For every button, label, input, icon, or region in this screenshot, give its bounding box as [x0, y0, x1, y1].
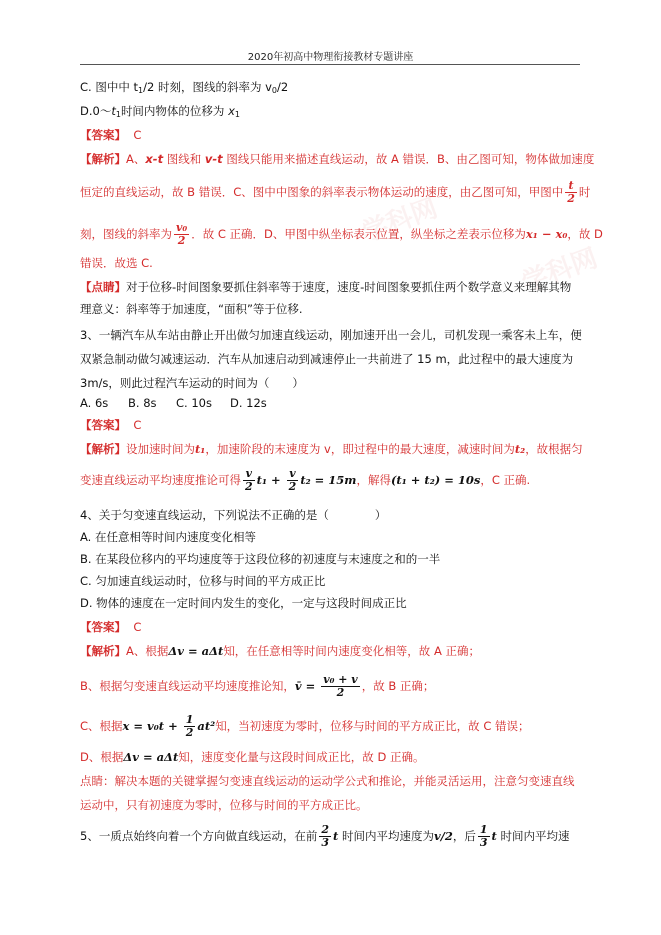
- question-4-line: 4、关于匀变速直线运动，下列说法不正确的是（ ）: [80, 508, 387, 522]
- page-header: 2020年初高中物理衔接教材专题讲座: [247, 52, 414, 63]
- analysis-4-line-c: C、根据x = v₀t + $\frac{1}{2}$ at²知，当初速度为零时，位移与时间的平方成正比，故 C 错误；: [80, 713, 530, 739]
- question-5-line: 5、一质点始终向着一个方向做直线运动，在前 $\frac{2}{3}$ t 时间内平均速度为v/2，后 $\frac{1}{3}$ t 时间内平均速: [80, 823, 570, 849]
- option-c-line: C. 图中中 $t_1/2$ 时刻，图线的斜率为 $v_0/2$: [80, 80, 289, 95]
- question-4-option-c: C. 匀加速直线运动时，位移与时间的平方成正比: [80, 574, 326, 588]
- option-d-line: $D.0\sim t_1$时间内物体的位移为 $x_1$: [80, 104, 240, 119]
- question-3-options: A. 6s B. 8s C. 10s D. 12s: [80, 396, 267, 410]
- watermark: 学科网: [358, 193, 442, 249]
- analysis-4-line-d: D、根据Δv = aΔt知，速度变化量与这段时间成正比，故 D 正确。: [80, 750, 425, 764]
- remark-4-line-2: 运动中，只有初速度为零时，位移与时间的平方成正比。: [80, 798, 368, 812]
- remark-4-line-1: 点睛：解决本题的关键掌握匀变速直线运动的运动学公式和推论，并能灵活运用，注意匀变速直线: [80, 774, 575, 788]
- analysis-4-line-b: B、根据匀变速直线运动平均速度推论知，v̄ = $\frac{\text{v₀ + v}}{2}$ ，故 B 正确；: [80, 673, 435, 699]
- answer-line: 【答案】 C: [80, 128, 142, 142]
- analysis-line-3: 刻，图线的斜率为 $\frac{\text{v₀}}{2}$ ．故 C 正确．D、甲图中纵坐标表示位置，纵坐标之差表示位移为x₁ − x₀，故 D: [80, 221, 603, 247]
- analysis-3-line-1: 【解析】设加速时间为t₁，加速阶段的末速度为 v，即过程中的最大速度，减速时间为t₂，故根据匀: [80, 442, 583, 456]
- analysis-line-1: 【解析】A、x-t 图线和 v-t 图线只能用来描述直线运动，故 A 错误．B、由乙图可知，物体做加速度: [80, 152, 595, 166]
- header-rule: [80, 64, 580, 65]
- question-3-line-3: 3m/s，则此过程汽车运动的时间为（ ）: [80, 376, 304, 390]
- question-3-line-1: 3、一辆汽车从车站由静止开出做匀加速直线运动，刚加速开出一会儿，司机发现一乘客未上车，便: [80, 328, 582, 342]
- analysis-3-line-2: 变速直线运动平均速度推论可得 $\frac{v}{2}$ t₁ + $\frac{v}{2}$ t₂ = 15m，解得(t₁ + t₂) = 10s，C 正确.: [80, 467, 531, 493]
- analysis-4-line-a: 【解析】A、根据Δv = aΔt知，在任意相等时间内速度变化相等，故 A 正确；: [80, 644, 480, 658]
- question-4-option-d: D. 物体的速度在一定时间内发生的变化，一定与这段时间成正比: [80, 596, 407, 610]
- answer-3-line: 【答案】 C: [80, 418, 142, 432]
- question-4-option-a: A. 在任意相等时间内速度变化相等: [80, 530, 256, 544]
- question-4-option-b: B. 在某段位移内的平均速度等于这段位移的初速度与末速度之和的一半: [80, 552, 441, 566]
- watermark: 学科网: [518, 243, 602, 299]
- question-3-line-2: 双紧急制动做匀减速运动．汽车从加速启动到减速停止一共前进了 15 m，此过程中的最大速度为: [80, 352, 574, 366]
- analysis-line-2: 恒定的直线运动，故 B 错误．C、图中中图象的斜率表示物体运动的速度，由乙图可知，甲图中 $\frac{t}{2}$ 时: [80, 179, 591, 205]
- answer-4-line: 【答案】 C: [80, 620, 142, 634]
- analysis-line-4: 错误．故选 C.: [80, 256, 153, 270]
- remark-line-1: 【点睛】对于位移-时间图象要抓住斜率等于速度，速度-时间图象要抓住两个数学意义来理解其物: [80, 280, 572, 294]
- remark-line-2: 理意义：斜率等于加速度，“面积”等于位移.: [80, 302, 303, 316]
